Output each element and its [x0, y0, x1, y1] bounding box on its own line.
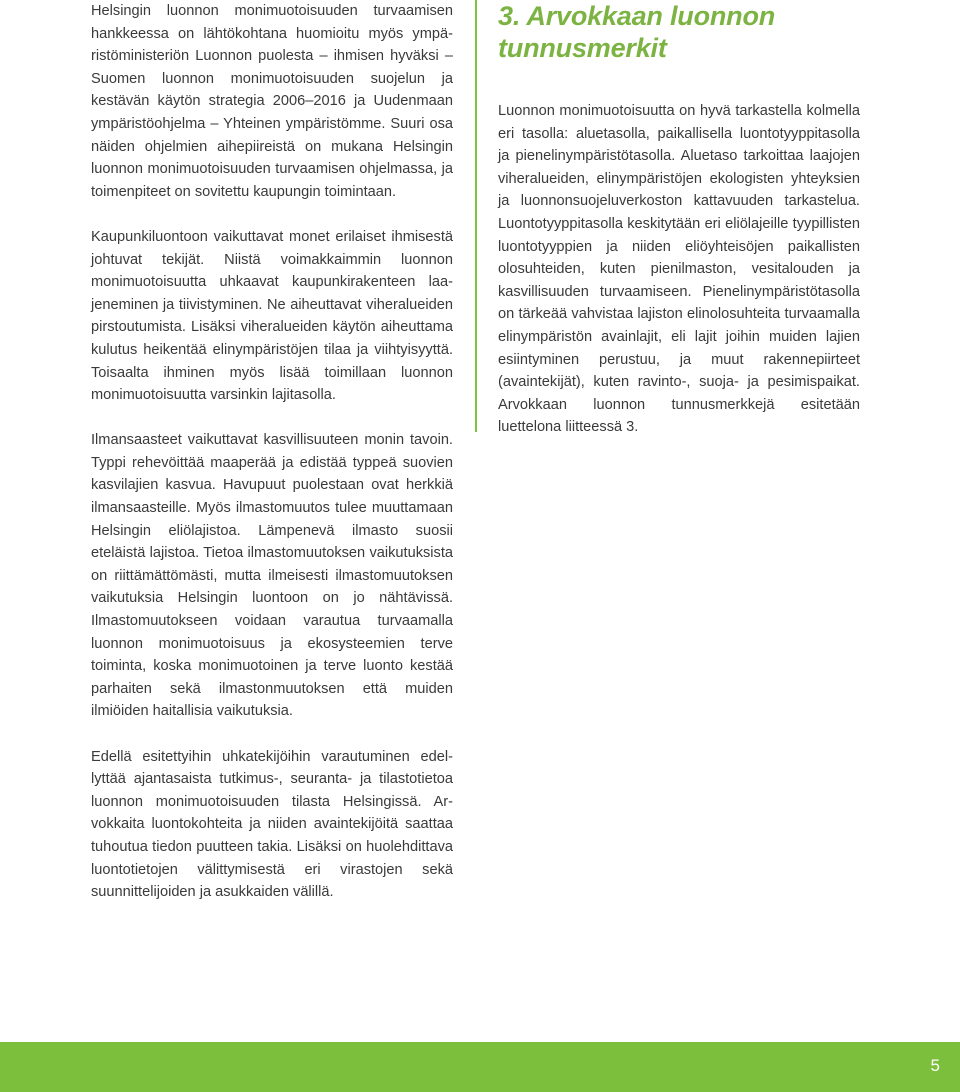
section-heading-wrap — [498, 0, 860, 64]
section-heading: 3. Arvokkaan luonnon tunnusmerkit — [498, 1, 776, 63]
right-column — [498, 0, 860, 439]
left-column — [91, 0, 453, 904]
left-paragraph-2: Kaupunkiluontoon vaikuttavat monet erilaiset ihmisestä johtuvat tekijät. Niistä voimakkaimmin luonnon monimuotoisuutta uhkaavat kaupunkirakenteen laajeneminen ja tiivistyminen. Ne aiheuttavat viheralueiden pirstoutumista. Lisäksi viheralueiden käytön aiheuttama kulutus heikentää elinympäristöjen tilaa ja viihtyisyyttä. Toisaalta ihminen myös lisää toimillaan luonnon monimuotoisuutta varsinkin lajitasolla. — [91, 228, 453, 404]
column-divider — [475, 0, 477, 432]
page-number: 5 — [930, 1056, 940, 1075]
left-paragraph-3: Ilmansaasteet vaikuttavat kasvillisuuteen monin tavoin. Typpi rehevöittää maaperää ja edistää typpeä suovien kasvilajien kasvua. Havupuut puolestaan ovat herkkiä ilmansaasteille. Myös ilmastomuutos tulee muuttamaan Helsingin eliölajistoa. Lämpenevä ilmasto suosii eteläistä lajistoa. Tietoa ilmastomuutoksen vaikutuksista on riittämättömästi, mutta ilmeisesti ilmastomuutoksen vaikutuksia Helsingin luontoon on jo nähtävissä. Ilmastomuutokseen voidaan varautua turvaamalla luonnon monimuotoisuus ja ekosysteemien terve toiminta, koska monimuotoinen ja terve luonto kestää parhaiten sekä ilmastonmuutoksen että muiden ilmiöiden haitallisia vaikutuksia. — [91, 432, 453, 720]
left-paragraph-4: Edellä esitettyihin uhkatekijöihin varautuminen edellyttää ajantasaista tutkimus-, seuranta- ja tilastotietoa luonnon monimuotoisuuden tilasta Helsingissä. Arvokkaita luontokohteita ja niiden avaintekijöitä saattaa tuhoutua tiedon puutteen takia. Lisäksi on huolehdittava luontotietojen välittymisestä eri virastojen sekä suunnittelijoiden ja asukkaiden välillä. — [91, 748, 453, 901]
left-paragraph-1: Helsingin luonnon monimuotoisuuden turvaamisen hankkeessa on lähtökohtana huomioitu myös ympäristöministeriön Luonnon puolesta – ihmisen hyväksi – Suomen luonnon monimuotoisuuden suojelun ja kestävän käytön strategia 2006–2016 ja Uudenmaan ympäristöohjelma – Yhteinen ympäristömme. Suuri osa näiden ohjelmien aihepiireistä on mukana Helsingin luonnon monimuotoisuuden turvaamisen ohjelmassa, ja toimenpiteet on sovitettu kaupungin toimintaan. — [91, 3, 453, 200]
right-paragraph-1: Luonnon monimuotoisuutta on hyvä tarkastella kolmella eri tasolla: aluetasolla, paikallisella luontotyyppitasolla ja pienelinympäristötasolla. Aluetaso tarkoittaa laajojen viheralueiden, elinympäristöjen ekologisten yhteyksien ja luonnonsuojeluverkoston kattavuuden tarkastelua. Luontotyyppitasolla keskitytään eri eliölajeille tyypillisten luontotyyppien ja niiden eliöyhteisöjen paikallisten olosuhteiden, kuten pienilmaston, vesitalouden ja kasvillisuuden turvaamiseen. Pienelinympäristötasolla on tärkeää vahvistaa lajiston elinolosuhteita turvaamalla elinympäristön avainlajit, eli lajit joihin muiden lajien esiintyminen perustuu, ja muut rakennepiirteet (avaintekijät), kuten ravinto-, suoja- ja pesimispaikat. Arvokkaan luonnon tunnusmerkkejä esitetään luettelona liitteessä 3. — [498, 103, 860, 436]
footer-bar — [0, 1042, 960, 1092]
